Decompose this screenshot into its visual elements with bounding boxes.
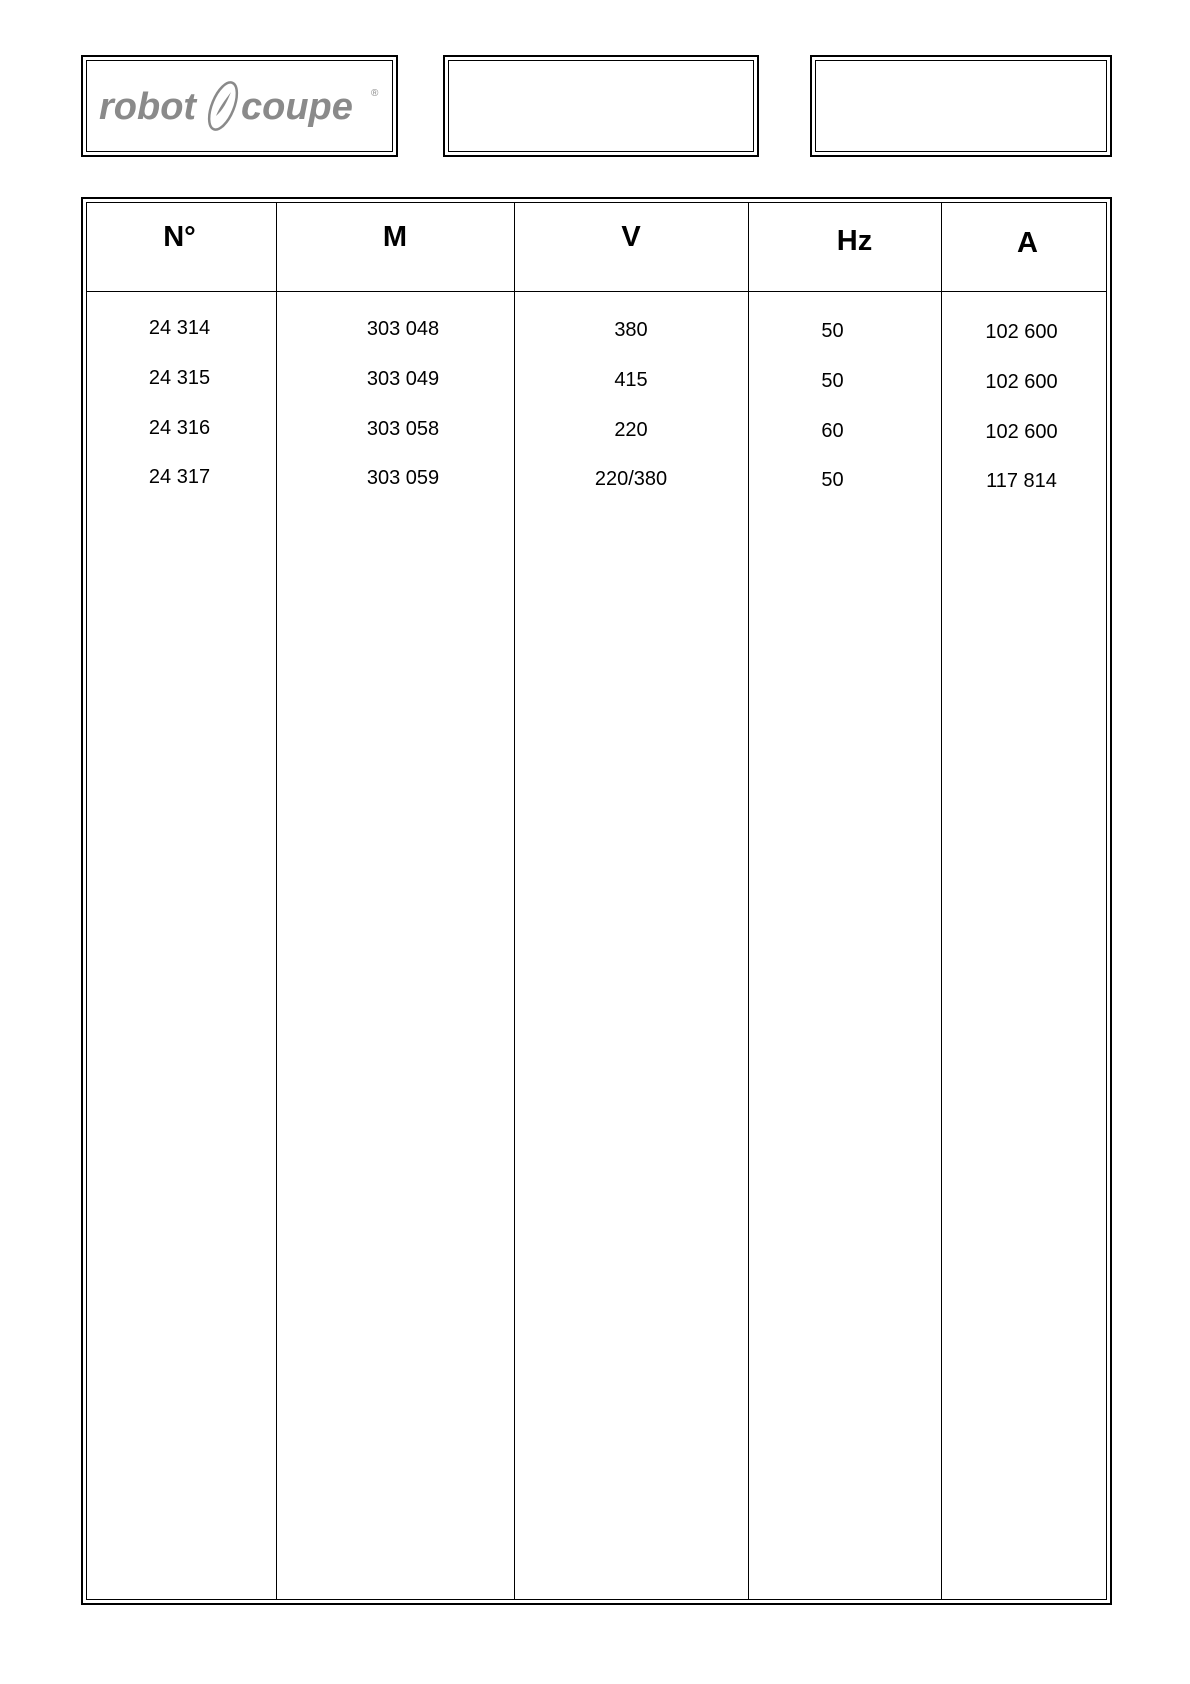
table-cell: 303 048 xyxy=(366,318,440,340)
table-cell: 380 xyxy=(614,319,648,341)
column-header: M xyxy=(382,221,408,253)
column-header: V xyxy=(621,221,641,253)
table-cell: 102 600 xyxy=(985,371,1058,393)
table-cell: 50 xyxy=(821,469,844,491)
table-cell: 60 xyxy=(821,420,844,442)
logo-emblem-icon xyxy=(203,79,242,134)
table-cell: 50 xyxy=(821,370,844,392)
table-cell: 102 600 xyxy=(985,321,1058,343)
column-m xyxy=(276,199,514,1603)
column-number xyxy=(83,199,276,1603)
header-blank-box-1 xyxy=(443,55,759,157)
table-cell: 117 814 xyxy=(986,470,1057,492)
logo-word-left: robot xyxy=(98,86,196,128)
table-cell: 220/380 xyxy=(594,468,668,490)
robot-coupe-logo xyxy=(95,66,385,146)
table-cell: 50 xyxy=(821,320,844,342)
table-cell: 303 059 xyxy=(366,467,440,489)
column-header: Hz xyxy=(836,225,873,257)
table-cell: 102 600 xyxy=(985,421,1058,443)
logo-word-right: coupe xyxy=(240,86,353,128)
table-cell: 24 317 xyxy=(148,466,211,488)
table-cell: 220 xyxy=(614,419,648,441)
column-header: N° xyxy=(163,221,196,253)
parts-table xyxy=(81,197,1112,1605)
table-cell: 303 049 xyxy=(366,368,440,390)
table-cell: 415 xyxy=(614,369,648,391)
header-blank-box-2 xyxy=(810,55,1112,157)
table-cell: 24 315 xyxy=(148,367,211,389)
table-cell: 24 316 xyxy=(148,417,211,439)
column-hz xyxy=(748,199,941,1603)
table-cell: 303 058 xyxy=(366,418,440,440)
registered-mark: ® xyxy=(370,88,378,99)
column-v xyxy=(514,199,748,1603)
logo-box xyxy=(81,55,398,157)
column-header: A xyxy=(1017,227,1038,259)
table-cell: 24 314 xyxy=(148,317,211,339)
column-a xyxy=(941,199,1114,1603)
